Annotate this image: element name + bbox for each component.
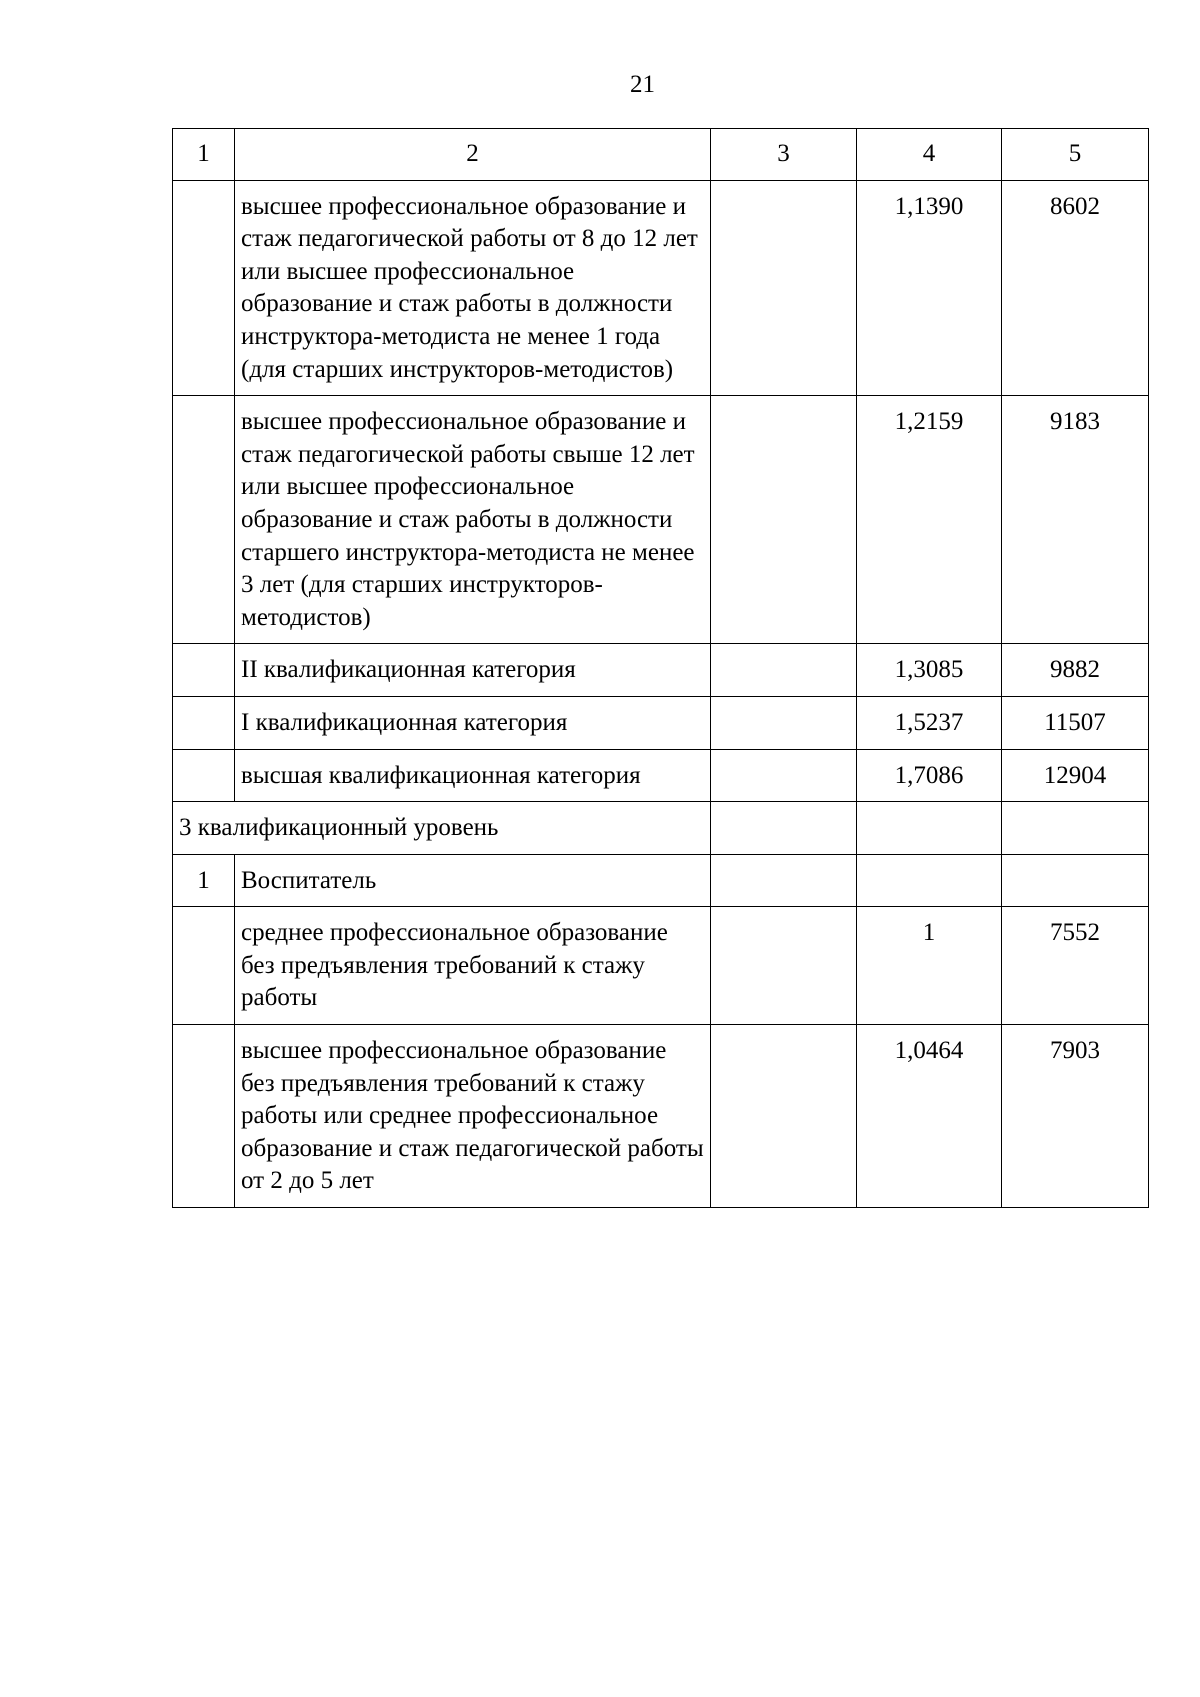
header-cell-3: 3 xyxy=(711,129,857,181)
table-row xyxy=(173,644,1149,697)
table-row xyxy=(173,854,1149,907)
row-coefficient-cell: 1 xyxy=(857,907,1002,1025)
row-description-cell: высшая квалификационная категория xyxy=(235,749,711,802)
table-row xyxy=(173,180,1149,396)
table-row xyxy=(173,696,1149,749)
row-description-cell: высшее профессиональное образование без предъявления требований к стажу работы или среднее профессиональное образование и стаж педагогической работы от 2 до 5 лет xyxy=(235,1025,711,1208)
row-description-cell: высшее профессиональное образование и стаж педагогической работы от 8 до 12 лет или высшее профессиональное образование и стаж работы в должности инструктора-методиста не менее 1 года (для старших инструкторов-методистов) xyxy=(235,180,711,396)
table-header-row xyxy=(173,129,1149,181)
row-description-cell: Воспитатель xyxy=(235,854,711,907)
header-cell-2: 2 xyxy=(235,129,711,181)
salary-table xyxy=(172,128,1149,1208)
row-salary-cell: 7903 xyxy=(1002,1025,1149,1208)
row-col3-cell xyxy=(711,907,857,1025)
row-description-cell: II квалификационная категория xyxy=(235,644,711,697)
row-coefficient-cell xyxy=(857,854,1002,907)
row-col3-cell xyxy=(711,696,857,749)
table-row xyxy=(173,749,1149,802)
row-coefficient-cell: 1,1390 xyxy=(857,180,1002,396)
header-cell-1: 1 xyxy=(173,129,235,181)
table-row xyxy=(173,907,1149,1025)
row-number-cell xyxy=(173,907,235,1025)
row-salary-cell: 7552 xyxy=(1002,907,1149,1025)
row-coefficient-cell: 1,7086 xyxy=(857,749,1002,802)
section-title-cell: 3 квалификационный уровень xyxy=(173,802,711,855)
row-salary-cell: 11507 xyxy=(1002,696,1149,749)
table-row xyxy=(173,396,1149,644)
row-salary-cell xyxy=(1002,854,1149,907)
row-coefficient-cell xyxy=(857,802,1002,855)
table-section-row xyxy=(173,802,1149,855)
row-coefficient-cell: 1,3085 xyxy=(857,644,1002,697)
row-coefficient-cell: 1,2159 xyxy=(857,396,1002,644)
row-salary-cell: 8602 xyxy=(1002,180,1149,396)
header-cell-4: 4 xyxy=(857,129,1002,181)
row-number-cell xyxy=(173,396,235,644)
header-cell-5: 5 xyxy=(1002,129,1149,181)
row-col3-cell xyxy=(711,854,857,907)
row-salary-cell: 12904 xyxy=(1002,749,1149,802)
row-col3-cell xyxy=(711,180,857,396)
row-number-cell xyxy=(173,180,235,396)
row-salary-cell xyxy=(1002,802,1149,855)
page-number: 21 xyxy=(630,71,655,98)
row-description-cell: I квалификационная категория xyxy=(235,696,711,749)
row-coefficient-cell: 1,5237 xyxy=(857,696,1002,749)
row-description-cell: высшее профессиональное образование и стаж педагогической работы свыше 12 лет или высшее профессиональное образование и стаж работы в должности старшего инструктора-методиста не менее 3 лет (для старших инструкторов-методистов) xyxy=(235,396,711,644)
row-number-cell: 1 xyxy=(173,854,235,907)
row-number-cell xyxy=(173,696,235,749)
row-salary-cell: 9882 xyxy=(1002,644,1149,697)
row-number-cell xyxy=(173,1025,235,1208)
table-row xyxy=(173,1025,1149,1208)
row-col3-cell xyxy=(711,396,857,644)
table-body xyxy=(173,129,1149,1208)
row-description-cell: среднее профессиональное образование без предъявления требований к стажу работы xyxy=(235,907,711,1025)
row-salary-cell: 9183 xyxy=(1002,396,1149,644)
row-col3-cell xyxy=(711,749,857,802)
row-col3-cell xyxy=(711,802,857,855)
row-number-cell xyxy=(173,644,235,697)
row-col3-cell xyxy=(711,644,857,697)
row-coefficient-cell: 1,0464 xyxy=(857,1025,1002,1208)
row-col3-cell xyxy=(711,1025,857,1208)
row-number-cell xyxy=(173,749,235,802)
